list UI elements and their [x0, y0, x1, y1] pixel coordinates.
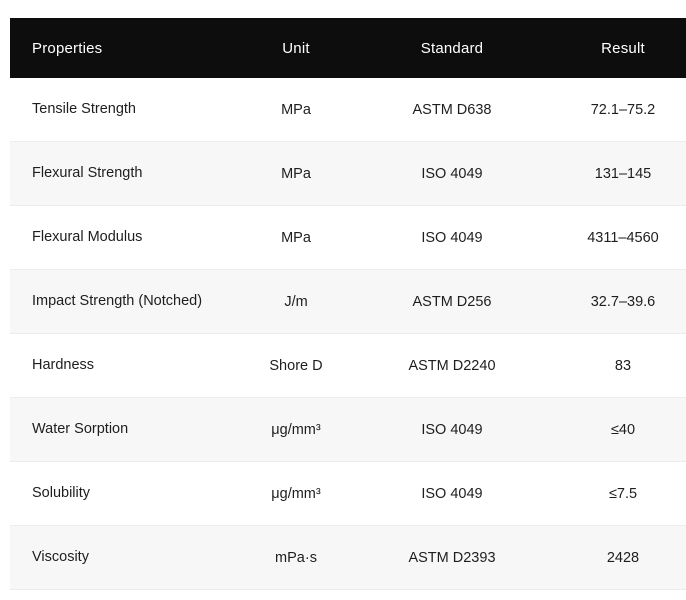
cell-property: Tensile Strength: [10, 78, 229, 142]
table-row: [10, 142, 686, 206]
table-row: [10, 398, 686, 462]
cell-property: Flexural Modulus: [10, 206, 229, 270]
cell-unit: MPa: [229, 78, 363, 142]
cell-unit: MPa: [229, 142, 363, 206]
column-header-properties: Properties: [10, 18, 229, 78]
cell-unit: MPa: [229, 206, 363, 270]
table-row: [10, 526, 686, 590]
table-header-row: [10, 18, 686, 78]
cell-property: Flexural Strength: [10, 142, 229, 206]
cell-property: Solubility: [10, 462, 229, 526]
cell-standard: ISO 4049: [363, 462, 541, 526]
cell-unit: μg/mm³: [229, 462, 363, 526]
cell-unit: mPa·s: [229, 526, 363, 590]
cell-result: 83: [541, 334, 686, 398]
cell-standard: ASTM D638: [363, 78, 541, 142]
cell-standard: ASTM D2393: [363, 526, 541, 590]
cell-property: Water Sorption: [10, 398, 229, 462]
cell-property: Impact Strength (Notched): [10, 270, 229, 334]
column-header-result: Result: [541, 18, 686, 78]
cell-unit: Shore D: [229, 334, 363, 398]
table-row: [10, 270, 686, 334]
table-row: [10, 206, 686, 270]
cell-result: ≤7.5: [541, 462, 686, 526]
cell-property: Hardness: [10, 334, 229, 398]
cell-standard: ISO 4049: [363, 206, 541, 270]
cell-result: ≤40: [541, 398, 686, 462]
cell-result: 72.1–75.2: [541, 78, 686, 142]
cell-standard: ASTM D2240: [363, 334, 541, 398]
cell-unit: J/m: [229, 270, 363, 334]
cell-unit: μg/mm³: [229, 398, 363, 462]
cell-result: 2428: [541, 526, 686, 590]
material-properties-table: [10, 18, 686, 590]
cell-property: Viscosity: [10, 526, 229, 590]
table-row: [10, 462, 686, 526]
table-row: [10, 334, 686, 398]
cell-result: 4311–4560: [541, 206, 686, 270]
column-header-unit: Unit: [229, 18, 363, 78]
cell-standard: ISO 4049: [363, 398, 541, 462]
cell-result: 131–145: [541, 142, 686, 206]
cell-standard: ASTM D256: [363, 270, 541, 334]
cell-standard: ISO 4049: [363, 142, 541, 206]
table-header: [10, 18, 686, 78]
table-body: [10, 78, 686, 590]
cell-result: 32.7–39.6: [541, 270, 686, 334]
table-row: [10, 78, 686, 142]
column-header-standard: Standard: [363, 18, 541, 78]
